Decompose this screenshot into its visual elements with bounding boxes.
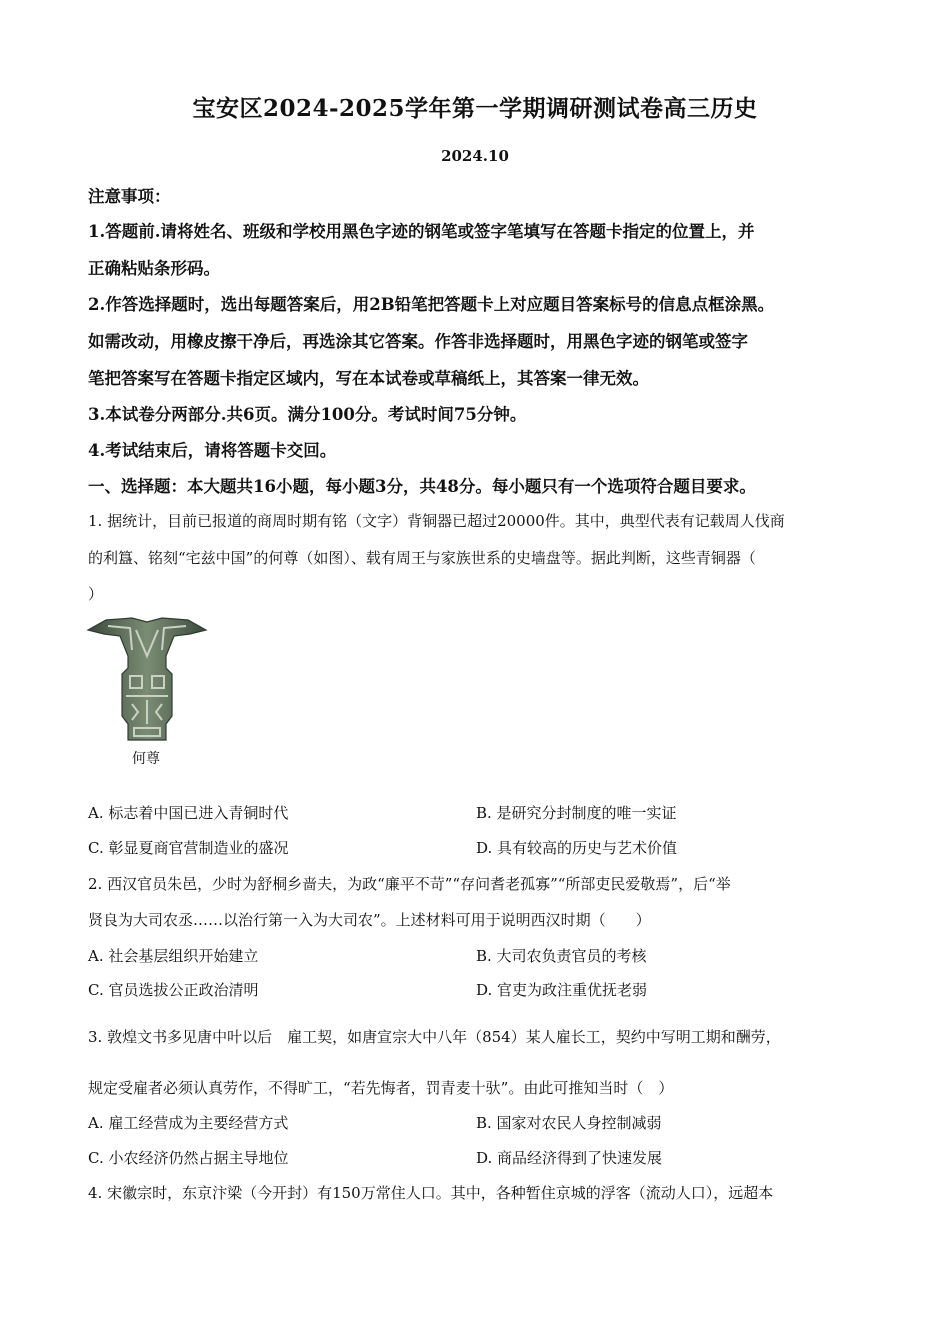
notice-heading: 注意事项： (88, 187, 171, 206)
option-a: A. 社会基层组织开始建立 (88, 947, 259, 965)
exam-date: 2024.10 (441, 147, 509, 165)
question-4-text: 4. 宋徽宗时，东京汴梁（今开封）有150万常住人口。其中，各种暂住京城的浮客（流动人口），远超本 (88, 1184, 774, 1202)
question-3-text: 规定受雇者必须认真劳作，不得旷工，“若先悔者，罚青麦十驮”。由此可推知当时（ ） (88, 1079, 674, 1097)
option-b: B. 大司农负责官员的考核 (476, 947, 647, 965)
option-d: D. 商品经济得到了快速发展 (476, 1149, 663, 1167)
option-c: C. 彰显夏商官营制造业的盛况 (88, 839, 289, 857)
question-2-text: 贤良为大司农丞……以治行第一入为大司农”。上述材料可用于说明西汉时期（ ） (88, 911, 651, 929)
question-3-text: 3. 敦煌文书多见唐中叶以后 雇工契，如唐宣宗大中八年（854）某人雇长工，契约中写明工期和酬劳， (88, 1028, 781, 1046)
option-d: D. 官吏为政注重优抚老弱 (476, 981, 648, 999)
notice-line: 2.作答选择题时，选出每题答案后，用2B铅笔把答题卡上对应题目答案标号的信息点框涂黑。 (88, 295, 775, 314)
option-c: C. 官员选拔公正政治清明 (88, 981, 259, 999)
notice-line: 如需改动，用橡皮擦干净后，再选涂其它答案。作答非选择题时，用黑色字迹的钢笔或签字 (88, 332, 748, 351)
notice-line: 1.答题前.请将姓名、班级和学校用黑色字迹的钢笔或签字笔填写在答题卡指定的位置上，并 (88, 222, 755, 241)
question-1-text: ） (88, 585, 104, 603)
option-c: C. 小农经济仍然占据主导地位 (88, 1149, 289, 1167)
option-a: A. 标志着中国已进入青铜时代 (88, 804, 289, 822)
page-title: 宝安区2024-2025学年第一学期调研测试卷高三历史 (192, 95, 758, 122)
option-a: A. 雇工经营成为主要经营方式 (88, 1114, 289, 1132)
notice-line: 4.考试结束后，请将答题卡交回。 (88, 441, 337, 460)
notice-line: 正确粘贴条形码。 (88, 259, 220, 278)
image-caption: 何尊 (132, 751, 160, 767)
option-d: D. 具有较高的历史与艺术价值 (476, 839, 678, 857)
section-heading: 一、选择题：本大题共16小题，每小题3分，共48分。每小题只有一个选项符合题目要求。 (88, 477, 756, 496)
question-1-text: 的利簋、铭刻“宅兹中国”的何尊（如图）、载有周王与家族世系的史墙盘等。据此判断，这些青铜器（ (88, 549, 756, 567)
question-2-text: 2. 西汉官员朱邑，少时为舒桐乡啬夫，为政“廉平不苛”“存问耆老孤寡”“所部吏民爱敬焉”，后“举 (88, 875, 731, 893)
option-b: B. 国家对农民人身控制减弱 (476, 1114, 662, 1132)
option-b: B. 是研究分封制度的唯一实证 (476, 804, 677, 822)
question-1-text: 1. 据统计，目前已报道的商周时期有铭（文字）背铜器已超过20000件。其中，典型代表有记载周人伐商 (88, 512, 785, 530)
he-zun-bronze-vessel-image (86, 616, 208, 744)
notice-line: 笔把答案写在答题卡指定区域内，写在本试卷或草稿纸上，其答案一律无效。 (88, 369, 649, 388)
notice-line: 3.本试卷分两部分.共6页。满分100分。考试时间75分钟。 (88, 405, 527, 424)
